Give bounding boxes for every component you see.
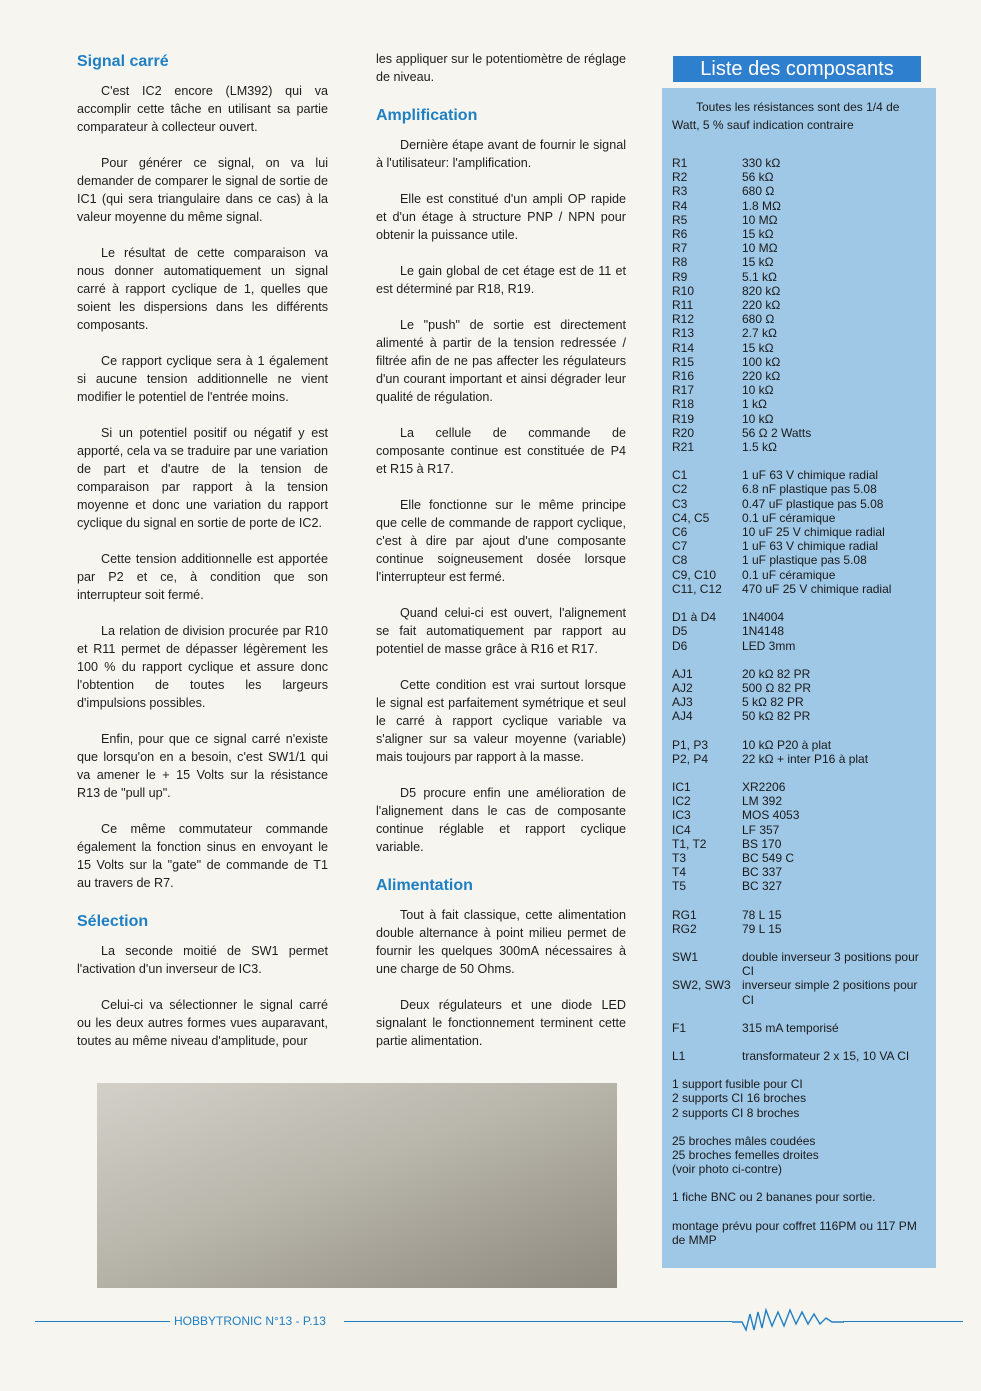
component-row	[672, 241, 928, 255]
component-row	[672, 582, 928, 596]
component-row	[672, 568, 928, 582]
paragraph: Si un potentiel positif ou négatif y est apporté, cela va se traduire par une variation de part et d'autre de la tension de comparaison par rapport à la tension moyenne et donc une variation du rapport cyclique du signal en sortie de porte de IC2.	[77, 426, 328, 530]
component-row	[672, 922, 928, 936]
component-group	[672, 950, 928, 1007]
component-value: LM 392	[742, 794, 783, 809]
component-value: 1 uF plastique pas 5.08	[742, 553, 867, 568]
footer-rule	[843, 1321, 963, 1322]
component-value: 820 kΩ	[742, 283, 781, 298]
heading-selection: Sélection	[77, 913, 149, 930]
component-ref: SW1	[672, 949, 699, 964]
component-value: inverseur simple 2 positions pour CI	[742, 978, 918, 1007]
component-ref: R21	[672, 440, 695, 455]
component-value: 1 kΩ	[742, 397, 767, 412]
component-value: MOS 4053	[742, 808, 800, 823]
component-row	[672, 639, 928, 653]
paragraph: Pour générer ce signal, on va lui demander de comparer le signal de sortie de IC1 (qui sera triangulaire dans ce cas) à la valeur moyenne du même signal.	[77, 156, 328, 224]
component-row	[672, 369, 928, 383]
component-ref: IC1	[672, 779, 691, 794]
component-ref: R2	[672, 170, 688, 185]
component-value: XR2206	[742, 779, 786, 794]
component-value: 220 kΩ	[742, 369, 781, 384]
component-misc	[672, 1077, 928, 1247]
component-row	[672, 397, 928, 411]
component-ref: C11, C12	[672, 581, 722, 596]
paragraph: Ce même commutateur commande également la fonction sinus en envoyant le 15 Volts sur la "gate" de commande de T1 au travers de R7.	[77, 822, 328, 890]
paragraph: Dernière étape avant de fournir le signal à l'utilisateur: l'amplification.	[376, 138, 626, 170]
component-row	[672, 156, 928, 170]
component-row	[672, 170, 928, 184]
component-row	[672, 355, 928, 369]
component-row	[672, 468, 928, 482]
component-value: 79 L 15	[742, 921, 782, 936]
component-ref: R10	[672, 283, 695, 298]
component-row	[672, 553, 928, 567]
component-ref: L1	[672, 1048, 686, 1063]
component-note: 1 fiche BNC ou 2 bananes pour sortie.	[672, 1190, 876, 1205]
component-ref: C1	[672, 468, 688, 483]
component-value: BS 170	[742, 836, 782, 851]
component-row	[672, 738, 928, 752]
footer-page-number: HOBBYTRONIC N°13 - P.13	[174, 1314, 326, 1328]
component-value: 680 Ω	[742, 184, 775, 199]
component-ref: R9	[672, 269, 688, 284]
paragraph: Elle fonctionne sur le même principe que celle de commande de rapport cyclique, c'est à dire par ajout d'une composante continue soigneusement dosée lorsque l'interrupteur est fermé.	[376, 498, 626, 584]
component-ref: P2, P4	[672, 751, 709, 766]
component-value: 10 MΩ	[742, 241, 778, 256]
component-row	[672, 610, 928, 624]
component-row	[672, 709, 928, 723]
component-ref: D5	[672, 624, 688, 639]
component-groups	[672, 156, 928, 1063]
component-ref: R4	[672, 198, 688, 213]
component-value: 1 uF 63 V chimique radial	[742, 468, 879, 483]
component-ref: R20	[672, 425, 695, 440]
component-ref: R14	[672, 340, 695, 355]
component-ref: R18	[672, 397, 695, 412]
component-row	[672, 525, 928, 539]
paragraph: Cette tension additionnelle est apportée par P2 et ce, à condition que son interrupteur soit fermé.	[77, 552, 328, 602]
paragraph: Deux régulateurs et une diode LED signalant le fonctionnement terminent cette partie alimentation.	[376, 998, 626, 1048]
component-row	[672, 667, 928, 681]
component-ref: IC3	[672, 808, 691, 823]
component-row	[672, 1021, 928, 1035]
component-ref: C4, C5	[672, 510, 710, 525]
component-value: 1N4004	[742, 610, 785, 625]
component-group	[672, 738, 928, 766]
component-row	[672, 426, 928, 440]
component-ref: AJ2	[672, 680, 693, 695]
component-ref: D6	[672, 638, 688, 653]
component-value: 0.47 uF plastique pas 5.08	[742, 496, 884, 511]
component-value: double inverseur 3 positions pour CI	[742, 949, 919, 979]
component-row	[672, 270, 928, 284]
component-row	[672, 950, 928, 978]
component-value: 10 uF 25 V chimique radial	[742, 525, 885, 540]
component-row	[672, 851, 928, 865]
component-row	[672, 255, 928, 269]
component-ref: F1	[672, 1020, 687, 1035]
paragraph: La cellule de commande de composante continue est constituée de P4 et R15 à R17.	[376, 426, 626, 476]
left-column	[77, 50, 328, 1068]
component-group	[672, 667, 928, 724]
component-group	[672, 610, 928, 653]
footer-rule	[344, 1321, 732, 1322]
component-row	[672, 312, 928, 326]
paragraph: Le résultat de cette comparaison va nous donner automatiquement un signal carré à rapport cyclique de 1, quelles que soient les dispersions dans les différents composants.	[77, 246, 328, 332]
footer-rule	[35, 1321, 170, 1322]
component-ref: IC2	[672, 794, 691, 809]
paragraph: Enfin, pour que ce signal carré n'existe que lorsqu'on en a besoin, c'est SW1/1 qui va amener le + 15 Volts sur la résistance R13 de "pull up".	[77, 732, 328, 800]
component-ref: RG1	[672, 907, 697, 922]
component-row	[672, 624, 928, 638]
component-value: BC 549 C	[742, 850, 795, 865]
components-title: Liste des composants	[673, 56, 921, 82]
component-value: 20 kΩ 82 PR	[742, 666, 811, 681]
component-row	[672, 326, 928, 340]
component-ref: AJ4	[672, 709, 693, 724]
component-row	[672, 412, 928, 426]
component-value: BC 327	[742, 879, 783, 894]
component-row	[672, 780, 928, 794]
paragraph: La seconde moitié de SW1 permet l'activation d'un inverseur de IC3.	[77, 944, 328, 976]
component-ref: AJ3	[672, 695, 693, 710]
component-value: 1.8 MΩ	[742, 198, 781, 213]
middle-column	[376, 50, 626, 1068]
component-row	[672, 879, 928, 893]
component-ref: R6	[672, 227, 688, 242]
component-value: 0.1 uF céramique	[742, 567, 836, 582]
component-row	[672, 383, 928, 397]
component-value: 15 kΩ	[742, 227, 774, 242]
component-ref: C9, C10	[672, 567, 717, 582]
paragraph: C'est IC2 encore (LM392) qui va accomplir cette tâche en utilisant sa partie comparateur à collecteur ouvert.	[77, 84, 328, 134]
component-value: 15 kΩ	[742, 255, 774, 270]
component-ref: P1, P3	[672, 737, 709, 752]
component-value: 1.5 kΩ	[742, 440, 777, 455]
component-group	[672, 1049, 928, 1063]
component-ref: R19	[672, 411, 695, 426]
component-value: 22 kΩ + inter P16 à plat	[742, 751, 869, 766]
component-row	[672, 213, 928, 227]
component-value: 10 kΩ	[742, 411, 774, 426]
component-row	[672, 837, 928, 851]
component-ref: R15	[672, 354, 695, 369]
component-ref: C3	[672, 496, 688, 511]
paragraph: les appliquer sur le potentiomètre de réglage de niveau.	[376, 52, 626, 84]
component-row	[672, 284, 928, 298]
component-row	[672, 482, 928, 496]
component-value: BC 337	[742, 865, 783, 880]
component-value: 56 kΩ	[742, 170, 774, 185]
component-row	[672, 511, 928, 525]
heading-amplification: Amplification	[376, 107, 478, 124]
component-ref: R3	[672, 184, 688, 199]
component-row	[672, 695, 928, 709]
component-value: 5.1 kΩ	[742, 269, 777, 284]
component-note: 1 support fusible pour CI 2 supports CI 16 broches 2 supports CI 8 broches	[672, 1077, 807, 1120]
component-ref: R11	[672, 298, 694, 313]
component-row	[672, 341, 928, 355]
component-value: 2.7 kΩ	[742, 326, 777, 341]
component-value: 6.8 nF plastique pas 5.08	[742, 482, 877, 497]
component-value: LED 3mm	[742, 638, 796, 653]
component-ref: IC4	[672, 822, 691, 837]
paragraph: Elle est constitué d'un ampli OP rapide et d'un étage à structure PNP / NPN pour obtenir la puissance utile.	[376, 192, 626, 242]
component-ref: C8	[672, 553, 688, 568]
component-note: montage prévu pour coffret 116PM ou 117 PM de MMP	[672, 1218, 917, 1247]
component-row	[672, 440, 928, 454]
component-group	[672, 908, 928, 936]
component-value: 500 Ω 82 PR	[742, 680, 812, 695]
component-value: 680 Ω	[742, 312, 775, 327]
component-row	[672, 681, 928, 695]
heading-alimentation: Alimentation	[376, 877, 473, 894]
component-ref: D1 à D4	[672, 610, 717, 625]
component-ref: T3	[672, 850, 687, 865]
component-row	[672, 227, 928, 241]
signal-wave-icon	[732, 1302, 844, 1338]
paragraph: D5 procure enfin une amélioration de l'alignement dans le cas de composante continue réglable et rapport cyclique variable.	[376, 786, 626, 854]
component-value: 10 kΩ P20 à plat	[742, 737, 832, 752]
component-row	[672, 978, 928, 1006]
component-row	[672, 539, 928, 553]
component-value: 100 kΩ	[742, 354, 781, 369]
component-value: 315 mA temporisé	[742, 1020, 839, 1035]
paragraph: Ce rapport cyclique sera à 1 également si aucune tension additionnelle ne vient modifier le potentiel de l'entrée moins.	[77, 354, 328, 404]
component-ref: C7	[672, 539, 688, 554]
component-value: 5 kΩ 82 PR	[742, 695, 804, 710]
component-row	[672, 497, 928, 511]
component-value: 50 kΩ 82 PR	[742, 709, 811, 724]
component-value: LF 357	[742, 822, 780, 837]
component-row	[672, 908, 928, 922]
paragraph: Tout à fait classique, cette alimentation double alternance à point milieu permet de fournir les quelques 300mA nécessaires à une charge de 50 Ohms.	[376, 908, 626, 976]
component-value: 78 L 15	[742, 907, 782, 922]
component-ref: AJ1	[672, 666, 693, 681]
components-intro: Toutes les résistances sont des 1/4 de Watt, 5 % sauf indication contraire	[672, 100, 900, 132]
component-value: 15 kΩ	[742, 340, 774, 355]
component-value: 1N4148	[742, 624, 785, 639]
component-row	[672, 199, 928, 213]
component-ref: T1, T2	[672, 836, 707, 851]
paragraph: La relation de division procurée par R10 et R11 permet de dépasser légèrement les 100 % du rapport cyclique et assure donc l'obtention de toutes les largeurs d'impulsions possibles.	[77, 624, 328, 710]
component-ref: R7	[672, 241, 688, 256]
paragraph: Le gain global de cet étage est de 11 et est déterminé par R18, R19.	[376, 264, 626, 296]
paragraph: Le "push" de sortie est directement alimenté à partir de la tension redressée / filtrée afin de ne pas affecter les régulateurs d'un courant important et ainsi dégrader leur qualité de régulation.	[376, 318, 626, 404]
component-value: 1 uF 63 V chimique radial	[742, 539, 879, 554]
component-value: 0.1 uF céramique	[742, 510, 836, 525]
component-ref: R16	[672, 369, 695, 384]
component-row	[672, 865, 928, 879]
component-value: 470 uF 25 V chimique radial	[742, 581, 892, 596]
component-row	[672, 298, 928, 312]
component-row	[672, 752, 928, 766]
component-ref: R5	[672, 212, 688, 227]
component-ref: C6	[672, 525, 688, 540]
component-ref: R12	[672, 312, 695, 327]
component-value: 220 kΩ	[742, 298, 781, 313]
component-ref: T5	[672, 879, 687, 894]
component-value: 330 kΩ	[742, 156, 781, 170]
component-row	[672, 1049, 928, 1063]
component-ref: R8	[672, 255, 688, 270]
paragraph: Celui-ci va sélectionner le signal carré ou les deux autres formes vues auparavant, toutes au même niveau d'amplitude, pour	[77, 998, 328, 1048]
component-ref: R1	[672, 156, 688, 170]
components-list	[672, 98, 928, 1261]
component-ref: RG2	[672, 921, 697, 936]
component-value: 10 MΩ	[742, 212, 778, 227]
component-group	[672, 1021, 928, 1035]
component-note: 25 broches mâles coudées 25 broches femelles droites (voir photo ci-contre)	[672, 1133, 819, 1177]
circuit-board-photo	[97, 1083, 617, 1288]
component-value: transformateur 2 x 15, 10 VA CI	[742, 1048, 910, 1063]
heading-signal-carre: Signal carré	[77, 53, 169, 70]
component-group	[672, 468, 928, 596]
component-ref: SW2, SW3	[672, 978, 731, 993]
component-group	[672, 780, 928, 894]
component-row	[672, 184, 928, 198]
component-row	[672, 794, 928, 808]
component-row	[672, 808, 928, 822]
component-group	[672, 156, 928, 454]
component-row	[672, 823, 928, 837]
paragraph: Cette condition est vrai surtout lorsque le signal est parfaitement symétrique et seul le carré à rapport cyclique variable va s'aligner sur sa valeur moyenne (variable) mais toujours par rapport à la masse.	[376, 678, 626, 764]
paragraph: Quand celui-ci est ouvert, l'alignement se fait automatiquement par rapport au potentiel de masse grâce à R16 et R17.	[376, 606, 626, 656]
component-ref: R17	[672, 383, 695, 398]
component-ref: T4	[672, 865, 687, 880]
component-ref: R13	[672, 326, 695, 341]
component-value: 10 kΩ	[742, 383, 774, 398]
component-ref: C2	[672, 482, 688, 497]
component-value: 56 Ω 2 Watts	[742, 425, 812, 440]
